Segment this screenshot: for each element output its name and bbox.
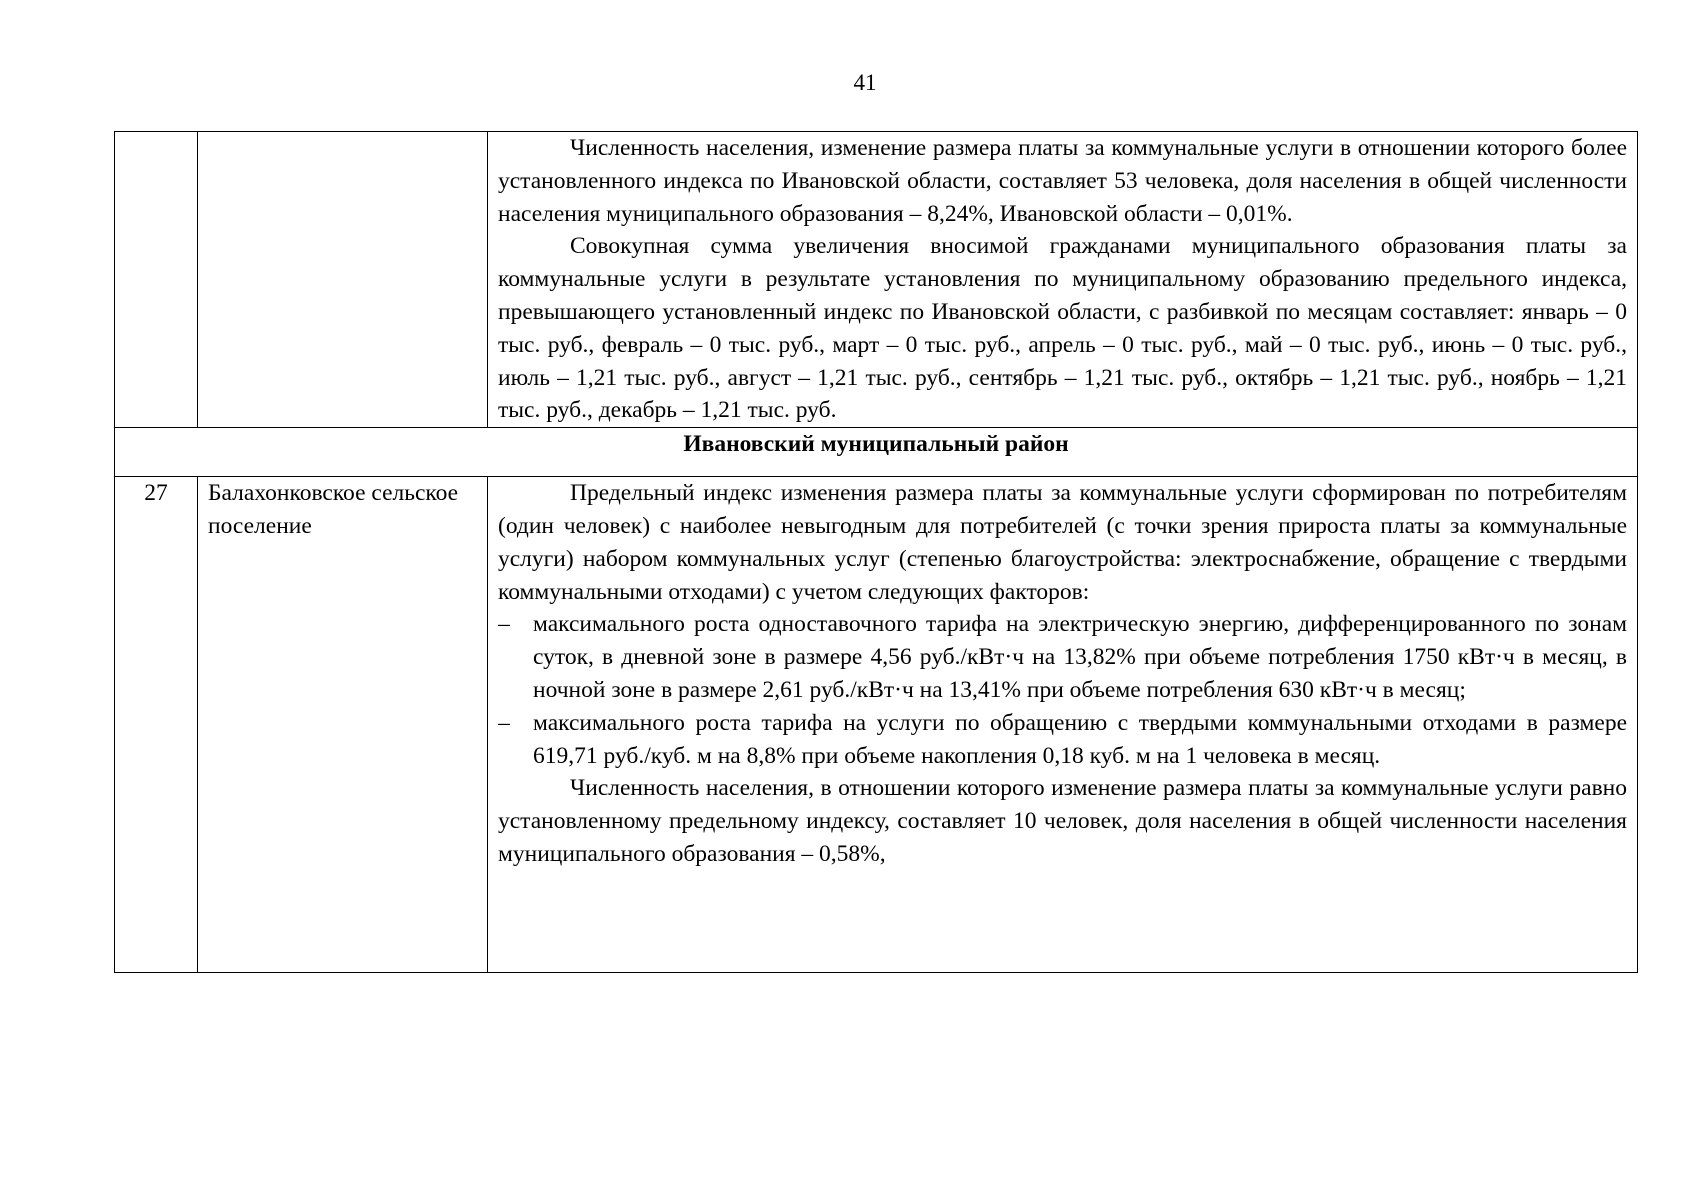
index-intro-paragraph: Предельный индекс изменения размера платы за коммунальные услуги сформирован по потребителям (один человек) с наиболее невыгодным для потребителей (с точки зрения прироста платы за коммунальные услуги) набором коммунальных услуг (степенью благоустройства: электроснабжение, обращение с твердыми коммунальными отходами) с учетом следующих факторов: — [498, 480, 1627, 605]
entry-number: 27 — [115, 477, 198, 973]
section-row — [115, 428, 1638, 477]
bullet-electricity — [498, 608, 1627, 706]
tariff-table — [114, 131, 1638, 973]
bullet-waste — [498, 707, 1627, 773]
dash-marker: – — [498, 611, 510, 638]
number-cell-empty — [115, 132, 198, 428]
description-cell — [488, 477, 1638, 973]
payment-increase-paragraph: Совокупная сумма увеличения вносимой гражданами муниципального образования платы за коммунальные услуги в результате установления по муниципальному образованию предельного индекса, превышающего установленный индекс по Ивановской области, с разбивкой по месяцам составляет: январь – 0 тыс. руб., февраль – 0 тыс. руб., март – 0 тыс. руб., апрель – 0 тыс. руб., май – 0 тыс. руб., июнь – 0 тыс. руб., июль – 1,21 тыс. руб., август – 1,21 тыс. руб., сентябрь – 1,21 тыс. руб., октябрь – 1,21 тыс. руб., ноябрь – 1,21 тыс. руб., декабрь – 1,21 тыс. руб. — [498, 233, 1627, 424]
table-row — [115, 132, 1638, 428]
page-number: 41 — [853, 70, 877, 95]
section-title: Ивановский муниципальный район — [115, 428, 1638, 477]
population-tail-paragraph: Численность населения, в отношении которого изменение размера платы за коммунальные услуги равно установленному предельному индексу, составляет 10 человек, доля населения в общей численности населения муниципального образования – 0,58%, — [498, 775, 1627, 867]
bullet-text: максимального роста тарифа на услуги по обращению с твердыми коммунальными отходами в размере 619,71 руб./куб. м на 8,8% при объеме накопления 0,18 куб. м на 1 человека в месяц. — [533, 709, 1627, 769]
population-paragraph: Численность населения, изменение размера платы за коммунальные услуги в отношении которого более установленного индекса по Ивановской области, составляет 53 человека, доля населения в общей численности населения муниципального образования – 8,24%, Ивановской области – 0,01%. — [498, 135, 1627, 227]
description-cell — [488, 132, 1638, 428]
entry-name: Балахонковское сельское поселение — [198, 477, 488, 973]
bullet-text: максимального роста одноставочного тарифа на электрическую энергию, дифференцированного по зонам суток, в дневной зоне в размере 4,56 руб./кВт·ч на 13,82% при объеме потребления 1750 кВт·ч в месяц, в ночной зоне в размере 2,61 руб./кВт·ч на 13,41% при объеме потребления 630 кВт·ч в месяц; — [533, 611, 1627, 703]
dash-marker: – — [498, 709, 510, 736]
name-cell-empty — [198, 132, 488, 428]
table-row — [115, 477, 1638, 973]
